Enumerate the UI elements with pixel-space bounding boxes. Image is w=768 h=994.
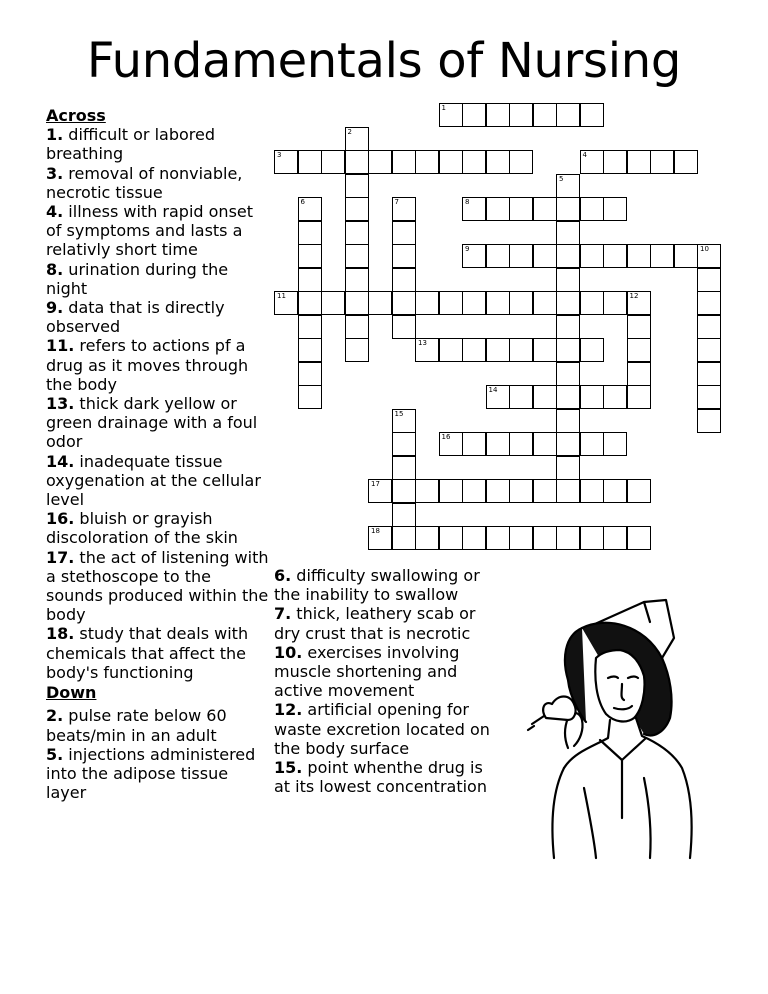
clue-text: artificial opening for waste excretion located on the body surface	[274, 700, 490, 758]
clue-item	[46, 509, 270, 547]
grid-cell[interactable]	[462, 197, 486, 221]
grid-cell-number: 7	[394, 198, 399, 206]
grid-cell[interactable]	[509, 338, 533, 362]
grid-cell[interactable]	[556, 385, 580, 409]
grid-cell[interactable]	[439, 338, 463, 362]
grid-cell[interactable]	[392, 150, 416, 174]
clue-number: 18.	[46, 624, 75, 644]
grid-cell[interactable]	[603, 244, 627, 268]
grid-cell[interactable]	[321, 150, 345, 174]
grid-cell[interactable]	[509, 479, 533, 503]
grid-cell[interactable]	[345, 197, 369, 221]
grid-cell[interactable]	[556, 103, 580, 127]
grid-cell[interactable]	[697, 362, 721, 386]
grid-cell[interactable]	[556, 432, 580, 456]
grid-cell[interactable]	[674, 244, 698, 268]
grid-cell[interactable]	[486, 479, 510, 503]
grid-cell[interactable]	[486, 385, 510, 409]
grid-cell[interactable]	[486, 197, 510, 221]
grid-cell[interactable]	[415, 338, 439, 362]
grid-cell[interactable]	[580, 291, 604, 315]
grid-cell[interactable]	[697, 409, 721, 433]
grid-cell-number: 4	[582, 151, 587, 159]
grid-cell[interactable]	[556, 268, 580, 292]
clue-text: refers to actions pf a drug as it moves through the body	[46, 336, 249, 394]
grid-cell[interactable]	[298, 268, 322, 292]
grid-cell[interactable]	[556, 338, 580, 362]
grid-cell[interactable]	[580, 103, 604, 127]
clue-item	[46, 452, 270, 510]
clue-item	[46, 125, 270, 163]
grid-cell[interactable]	[392, 479, 416, 503]
clue-item	[46, 706, 270, 744]
grid-cell-number: 5	[559, 174, 564, 183]
grid-cell[interactable]	[392, 432, 416, 456]
grid-cell[interactable]	[533, 244, 557, 268]
clue-text: difficulty swallowing or the inability to swallow	[274, 566, 480, 605]
grid-cell[interactable]	[603, 432, 627, 456]
down-clue-list-left	[46, 706, 270, 802]
clue-text: illness with rapid onset of symptoms and lasts a relativly short time	[46, 202, 254, 260]
grid-cell[interactable]	[697, 385, 721, 409]
grid-cell[interactable]	[486, 103, 510, 127]
grid-cell[interactable]	[486, 244, 510, 268]
grid-cell[interactable]	[533, 526, 557, 550]
grid-cell[interactable]	[439, 526, 463, 550]
clue-item	[46, 336, 270, 394]
grid-cell[interactable]	[345, 268, 369, 292]
grid-cell[interactable]	[556, 197, 580, 221]
grid-cell[interactable]	[509, 150, 533, 174]
grid-cell[interactable]	[368, 291, 392, 315]
clue-item	[46, 548, 270, 625]
grid-cell[interactable]	[627, 291, 651, 315]
grid-cell[interactable]	[697, 291, 721, 315]
grid-cell[interactable]	[580, 338, 604, 362]
clue-number: 6.	[274, 566, 292, 585]
clue-number: 4.	[46, 202, 64, 222]
down-clue-list-right	[274, 566, 494, 796]
grid-cell[interactable]	[274, 291, 298, 315]
grid-cell[interactable]	[392, 221, 416, 245]
grid-cell[interactable]	[603, 197, 627, 221]
clue-number: 9.	[46, 298, 64, 318]
grid-cell[interactable]	[462, 338, 486, 362]
grid-cell[interactable]	[298, 197, 322, 221]
grid-cell[interactable]	[509, 432, 533, 456]
grid-cell[interactable]	[697, 268, 721, 292]
clue-item	[46, 298, 270, 336]
clue-text: injections administered into the adipose tissue layer	[46, 744, 256, 803]
grid-cell-number: 12	[629, 292, 639, 300]
grid-cell-number: 17	[371, 480, 380, 488]
grid-cell[interactable]	[298, 385, 322, 409]
grid-cell[interactable]	[509, 244, 533, 268]
clue-item	[274, 604, 494, 642]
grid-cell[interactable]	[368, 479, 392, 503]
grid-cell[interactable]	[533, 197, 557, 221]
grid-cell[interactable]	[368, 150, 392, 174]
grid-cell[interactable]	[556, 315, 580, 339]
clue-number: 8.	[46, 259, 64, 279]
grid-cell[interactable]	[627, 150, 651, 174]
grid-cell-number: 6	[300, 198, 305, 206]
grid-cell[interactable]	[462, 291, 486, 315]
grid-cell[interactable]	[627, 362, 651, 386]
clues-right-column	[274, 566, 494, 796]
grid-cell-number: 9	[465, 245, 470, 253]
grid-cell[interactable]	[556, 456, 580, 480]
clue-item	[46, 164, 270, 202]
grid-cell[interactable]	[345, 150, 369, 174]
grid-cell[interactable]	[627, 338, 651, 362]
grid-cell[interactable]	[627, 526, 651, 550]
grid-cell-number: 15	[394, 409, 404, 418]
clue-number: 3.	[46, 163, 64, 183]
clue-text: study that deals with chemicals that affect the body's functioning	[46, 624, 249, 682]
clues-left-column	[46, 106, 270, 802]
clue-item	[274, 643, 494, 701]
grid-cell[interactable]	[580, 432, 604, 456]
clue-number: 11.	[46, 336, 75, 356]
grid-cell[interactable]	[509, 197, 533, 221]
grid-cell[interactable]	[392, 456, 416, 480]
clue-item	[274, 758, 494, 796]
grid-cell[interactable]	[533, 432, 557, 456]
grid-cell[interactable]	[486, 291, 510, 315]
grid-cell[interactable]	[392, 526, 416, 550]
clue-item	[46, 394, 270, 452]
clue-number: 12.	[274, 700, 303, 720]
grid-cell[interactable]	[556, 362, 580, 386]
grid-cell[interactable]	[627, 385, 651, 409]
grid-cell[interactable]	[509, 385, 533, 409]
grid-cell-number: 1	[441, 104, 446, 112]
grid-cell[interactable]	[486, 526, 510, 550]
clue-number: 1.	[46, 125, 64, 145]
grid-cell[interactable]	[392, 315, 416, 339]
grid-cell[interactable]	[509, 526, 533, 550]
grid-cell[interactable]	[627, 479, 651, 503]
grid-cell[interactable]	[580, 150, 604, 174]
grid-cell[interactable]	[298, 291, 322, 315]
clue-number: 10.	[274, 642, 303, 662]
grid-cell[interactable]	[533, 291, 557, 315]
clue-number: 7.	[274, 604, 292, 624]
grid-cell-number: 16	[441, 433, 451, 441]
grid-cell[interactable]	[486, 432, 510, 456]
grid-cell[interactable]	[674, 150, 698, 174]
grid-cell[interactable]	[298, 315, 322, 339]
page-title: Fundamentals of Nursing	[86, 33, 682, 89]
grid-cell[interactable]	[486, 338, 510, 362]
clue-item	[46, 624, 270, 682]
grid-cell[interactable]	[627, 315, 651, 339]
grid-cell[interactable]	[509, 103, 533, 127]
grid-cell-number: 10	[700, 245, 709, 253]
grid-cell[interactable]	[298, 362, 322, 386]
grid-cell-number: 11	[277, 292, 286, 300]
grid-cell[interactable]	[439, 150, 463, 174]
clue-text: bluish or grayish discoloration of the skin	[46, 509, 238, 548]
clue-text: thick, leathery scab or dry crust that is necrotic	[274, 604, 476, 643]
grid-cell[interactable]	[603, 291, 627, 315]
grid-cell[interactable]	[533, 385, 557, 409]
clue-item	[46, 745, 270, 803]
grid-cell[interactable]	[556, 174, 580, 198]
grid-cell[interactable]	[392, 291, 416, 315]
clue-text: data that is directly observed	[46, 298, 225, 337]
grid-cell-number: 2	[347, 127, 352, 136]
clue-number: 2.	[46, 706, 64, 726]
grid-cell[interactable]	[556, 291, 580, 315]
clue-text: difficult or labored breathing	[46, 125, 215, 164]
grid-cell[interactable]	[603, 526, 627, 550]
clue-number: 15.	[274, 758, 303, 778]
grid-cell[interactable]	[462, 432, 486, 456]
grid-cell[interactable]	[533, 103, 557, 127]
grid-cell[interactable]	[580, 244, 604, 268]
grid-cell[interactable]	[321, 291, 345, 315]
grid-cell[interactable]	[462, 150, 486, 174]
grid-cell[interactable]	[368, 526, 392, 550]
grid-cell[interactable]	[580, 526, 604, 550]
clue-item	[274, 700, 494, 758]
grid-cell[interactable]	[392, 268, 416, 292]
grid-cell[interactable]	[580, 479, 604, 503]
down-heading: Down	[46, 683, 97, 703]
grid-cell[interactable]	[345, 291, 369, 315]
grid-cell[interactable]	[509, 291, 533, 315]
grid-cell-number: 8	[465, 198, 470, 206]
grid-cell[interactable]	[415, 291, 439, 315]
clue-number: 16.	[46, 509, 75, 529]
grid-cell[interactable]	[650, 150, 674, 174]
grid-cell[interactable]	[345, 174, 369, 198]
grid-cell[interactable]	[439, 291, 463, 315]
clue-text: thick dark yellow or green drainage with a foul odor	[46, 394, 258, 452]
grid-cell[interactable]	[345, 221, 369, 245]
grid-cell[interactable]	[345, 244, 369, 268]
grid-cell[interactable]	[486, 150, 510, 174]
grid-cell[interactable]	[556, 409, 580, 433]
grid-cell[interactable]	[298, 150, 322, 174]
grid-cell[interactable]	[298, 244, 322, 268]
grid-cell[interactable]	[415, 150, 439, 174]
grid-cell-number: 18	[371, 527, 380, 535]
clue-text: pulse rate below 60 beats/min in an adult	[46, 706, 227, 745]
grid-cell[interactable]	[439, 479, 463, 503]
clue-text: removal of nonviable, necrotic tissue	[46, 163, 243, 202]
grid-cell[interactable]	[603, 385, 627, 409]
grid-cell[interactable]	[392, 409, 416, 433]
grid-cell[interactable]	[415, 526, 439, 550]
grid-cell[interactable]	[556, 244, 580, 268]
grid-cell[interactable]	[462, 479, 486, 503]
grid-cell[interactable]	[697, 315, 721, 339]
grid-cell[interactable]	[556, 221, 580, 245]
across-clue-list	[46, 125, 270, 682]
grid-cell[interactable]	[345, 127, 369, 151]
grid-cell[interactable]	[580, 197, 604, 221]
grid-cell[interactable]	[462, 244, 486, 268]
grid-cell[interactable]	[462, 103, 486, 127]
grid-cell[interactable]	[603, 479, 627, 503]
grid-cell[interactable]	[556, 526, 580, 550]
across-heading: Across	[46, 106, 106, 125]
grid-cell-number: 13	[418, 339, 427, 347]
grid-cell[interactable]	[439, 103, 463, 127]
grid-cell-number: 3	[277, 151, 282, 159]
grid-cell[interactable]	[415, 479, 439, 503]
grid-cell[interactable]	[392, 503, 416, 527]
grid-cell[interactable]	[439, 432, 463, 456]
grid-cell[interactable]	[392, 244, 416, 268]
grid-cell[interactable]	[580, 385, 604, 409]
nurse-illustration-icon	[524, 588, 704, 868]
clue-item	[46, 202, 270, 260]
grid-cell[interactable]	[298, 221, 322, 245]
grid-cell[interactable]	[627, 244, 651, 268]
grid-cell[interactable]	[274, 150, 298, 174]
grid-cell[interactable]	[533, 338, 557, 362]
clue-number: 14.	[46, 451, 75, 471]
grid-cell[interactable]	[533, 479, 557, 503]
clue-item	[274, 566, 494, 604]
grid-cell[interactable]	[345, 338, 369, 362]
grid-cell[interactable]	[298, 338, 322, 362]
clue-number: 5.	[46, 744, 64, 764]
clue-number: 13.	[46, 394, 75, 414]
grid-cell-number: 14	[488, 386, 498, 394]
clue-number: 17.	[46, 547, 75, 567]
clue-item	[46, 260, 270, 298]
clue-text: exercises involving muscle shortening and active movement	[274, 642, 460, 701]
grid-cell[interactable]	[697, 244, 721, 268]
grid-cell[interactable]	[345, 315, 369, 339]
clue-text: urination during the night	[46, 259, 229, 298]
grid-cell[interactable]	[603, 150, 627, 174]
clue-text: point whenthe drug is at its lowest concentration	[274, 758, 487, 797]
grid-cell[interactable]	[462, 526, 486, 550]
grid-cell[interactable]	[392, 197, 416, 221]
grid-cell[interactable]	[556, 479, 580, 503]
grid-cell[interactable]	[697, 338, 721, 362]
clue-text: the act of listening with a stethoscope to the sounds produced within the body	[46, 547, 269, 625]
grid-cell[interactable]	[650, 244, 674, 268]
clue-text: inadequate tissue oxygenation at the cellular level	[46, 451, 261, 510]
